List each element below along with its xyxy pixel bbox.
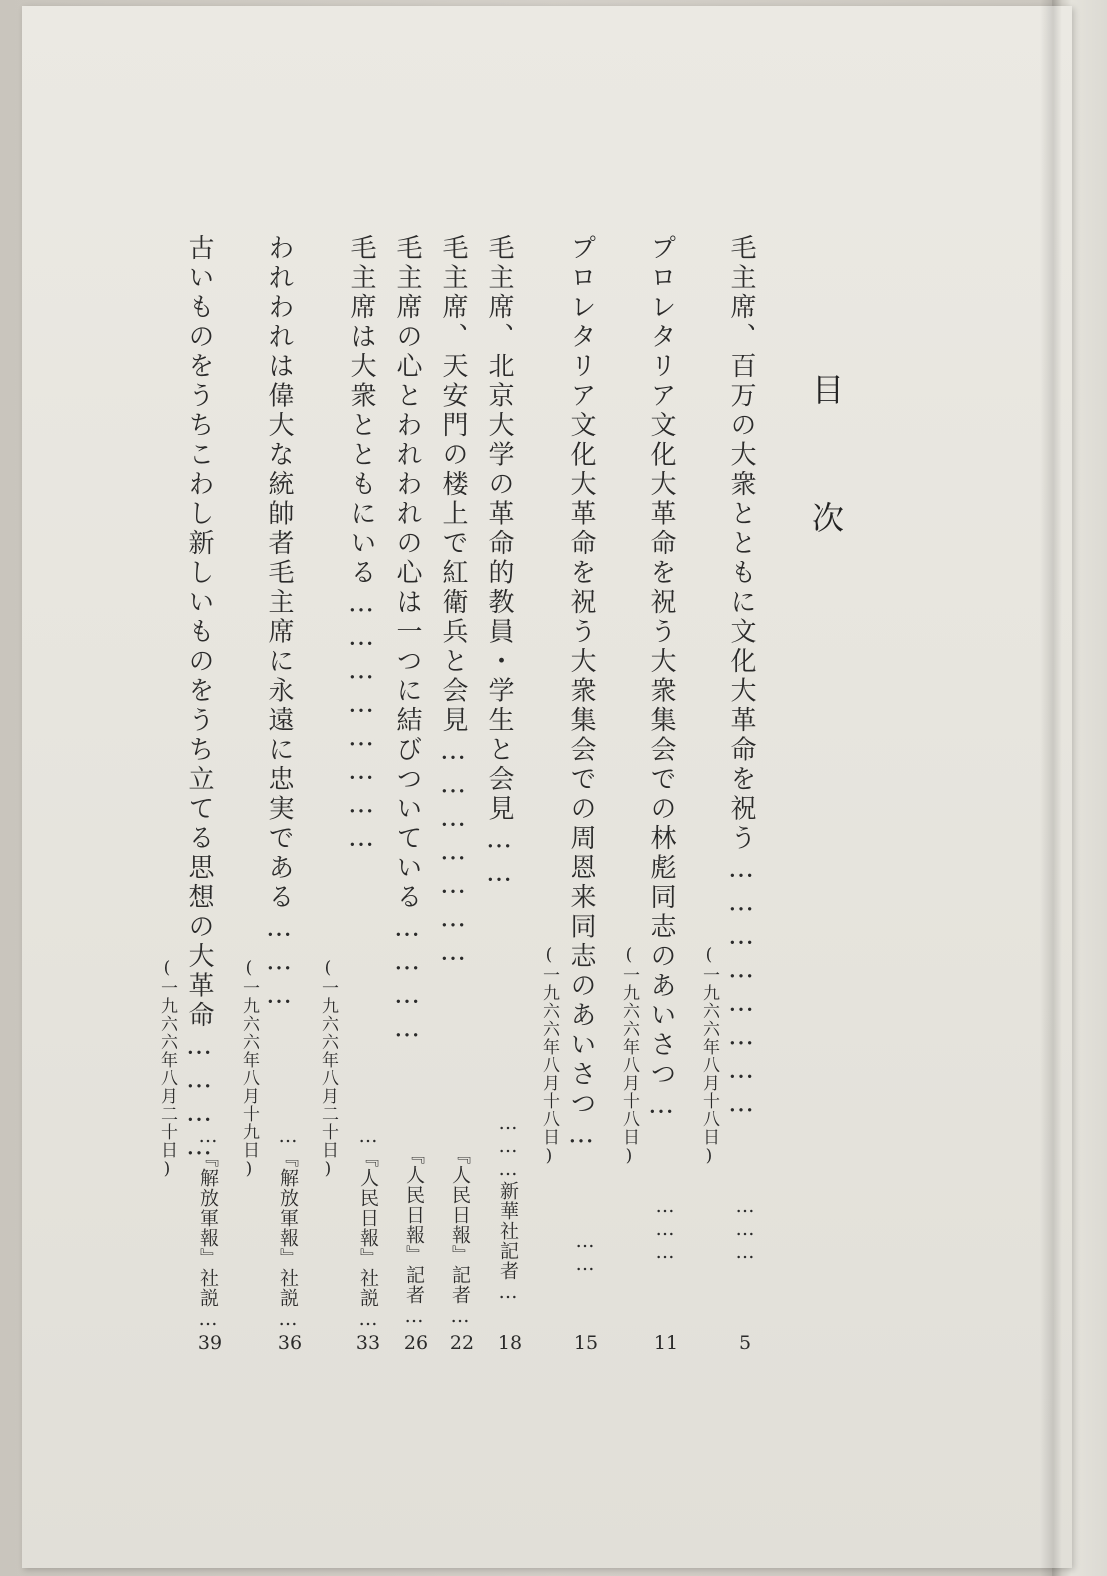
- toc-entry-9-source: …『解放軍報』社説…: [197, 1125, 219, 1331]
- toc-entry-9-page: 39: [197, 1332, 223, 1354]
- toc-heading-char-2: 次: [811, 499, 844, 537]
- toc-entry-1-page: 5: [738, 1332, 752, 1354]
- toc-entry-6-source: 『人民日報』記者…: [403, 1145, 425, 1328]
- toc-entry-8-page: 36: [277, 1332, 303, 1354]
- toc-entry-7-date: (一九六六年八月二十日): [318, 958, 338, 1180]
- toc-entry-2-date: (一九六六年八月十八日): [619, 945, 639, 1167]
- toc-entry-6-title: 毛主席の心とわれわれの心は一つに結びついている…………: [392, 234, 422, 1047]
- toc-entry-2-page: 11: [653, 1332, 679, 1354]
- toc-entry-5-page: 22: [449, 1332, 475, 1354]
- toc-entry-2-leader: ………: [654, 1195, 676, 1264]
- toc-entry-1-title: 毛主席、百万の大衆とともに文化大革命を祝う……………………: [726, 234, 756, 1122]
- toc-entry-3-leader: ……: [574, 1230, 596, 1276]
- toc-entry-3-date: (一九六六年八月十八日): [539, 945, 559, 1167]
- toc-entry-7-source: …『人民日報』社説…: [357, 1125, 379, 1331]
- toc-entry-7-title: 毛主席は大衆とともにいる……………………: [346, 234, 376, 856]
- toc-entry-8-source: …『解放軍報』社説…: [277, 1125, 299, 1331]
- toc-entry-5-source: 『人民日報』記者…: [449, 1145, 471, 1328]
- toc-entry-1-date: (一九六六年八月十八日): [699, 945, 719, 1167]
- toc-entry-9-title: 古いものをうちこわし新しいものをうち立てる思想の大革命…………: [184, 234, 214, 1165]
- toc-entry-4-source: ………新華社記者…: [497, 1112, 519, 1304]
- toc-entry-8-date: (一九六六年八月十九日): [239, 958, 259, 1180]
- toc-entry-5-title: 毛主席、天安門の楼上で紅衛兵と会見…………………: [438, 234, 468, 970]
- toc-entry-9-date: (一九六六年八月二十日): [157, 958, 177, 1180]
- toc-entry-3-title: プロレタリア文化大革命を祝う大衆集会での周恩来同志のあいさつ…: [566, 234, 596, 1153]
- toc-entry-4-title: 毛主席、北京大学の革命的教員・学生と会見……: [484, 234, 514, 891]
- toc-entry-1-leader: ………: [734, 1195, 756, 1264]
- toc-entry-8-title: われわれは偉大な統帥者毛主席に永遠に忠実である………: [264, 234, 294, 1013]
- toc-entry-4-page: 18: [497, 1332, 523, 1354]
- toc-entry-6-page: 26: [403, 1332, 429, 1354]
- toc-entry-7-page: 33: [355, 1332, 381, 1354]
- spine-shadow: [1040, 0, 1062, 1576]
- toc-entry-2-title: プロレタリア文化大革命を祝う大衆集会での林彪同志のあいさつ…: [646, 234, 676, 1123]
- toc-heading-char-1: 目: [811, 371, 844, 409]
- toc-entry-3-page: 15: [573, 1332, 599, 1354]
- toc-page: [22, 6, 1072, 1568]
